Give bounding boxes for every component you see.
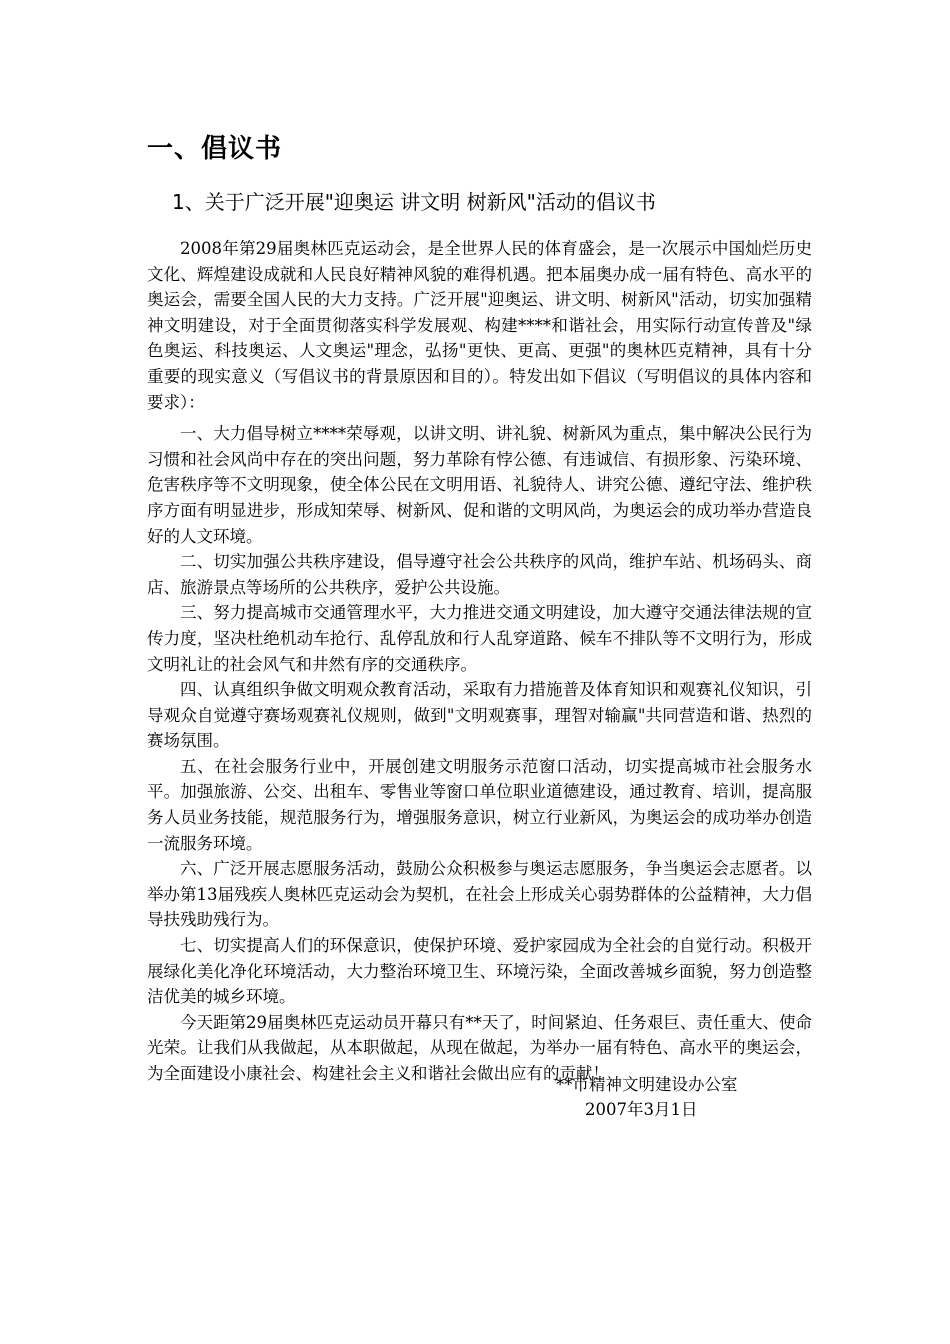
signature-organization: **市精神文明建设办公室 [556, 1075, 738, 1094]
paragraph-proposal-5: 五、在社会服务行业中，开展创建文明服务示范窗口活动，切实提高城市社会服务水平。加强旅游、公交、出租车、零售业等窗口单位职业道德建设，通过教育、培训，提高服务人员业务技能，规范服务行为，增强服务意识，树立行业新风，为奥运会的成功举办创造一流服务环境。 [147, 756, 812, 853]
paragraph-proposal-3: 三、努力提高城市交通管理水平，大力推进交通文明建设，加大遵守交通法律法规的宣传力度，坚决杜绝机动车抢行、乱停乱放和行人乱穿道路、候车不排队等不文明行为，形成文明礼让的社会风气和井然有序的交通秩序。 [147, 603, 812, 674]
document-title: 1、关于广泛开展"迎奥运 讲文明 树新风"活动的倡议书 [172, 190, 656, 214]
paragraph-intro: 2008年第29届奥林匹克运动会，是全世界人民的体育盛会，是一次展示中国灿烂历史文化、辉煌建设成就和人民良好精神风貌的难得机遇。把本届奥办成一届有特色、高水平的奥运会，需要全国人民的大力支持。广泛开展"迎奥运、讲文明、树新风"活动，切实加强精神文明建设，对于全面贯彻落实科学发展观、构建****和谐社会，用实际行动宣传普及"绿色奥运、科技奥运、人文奥运"理念，弘扬"更快、更高、更强"的奥林匹克精神，具有十分重要的现实意义（写倡议书的背景原因和目的）。特发出如下倡议（写明倡议的具体内容和要求）： [147, 239, 812, 412]
paragraph-proposal-7: 七、切实提高人们的环保意识，使保护环境、爱护家园成为全社会的自觉行动。积极开展绿化美化净化环境活动，大力整治环境卫生、环境污染，全面改善城乡面貌，努力创造整洁优美的城乡环境。 [147, 936, 812, 1007]
paragraph-proposal-6: 六、广泛开展志愿服务活动，鼓励公众积极参与奥运志愿服务，争当奥运会志愿者。以举办第13届残疾人奥林匹克运动会为契机，在社会上形成关心弱势群体的公益精神，大力倡导扶残助残行为。 [147, 859, 812, 930]
paragraph-proposal-2: 二、切实加强公共秩序建设，倡导遵守社会公共秩序的风尚，维护车站、机场码头、商店、旅游景点等场所的公共秩序，爱护公共设施。 [147, 552, 812, 597]
signature-date: 2007年3月1日 [585, 1100, 698, 1119]
document-body [147, 236, 812, 1087]
section-heading: 一、倡议书 [147, 134, 283, 164]
paragraph-proposal-1: 一、大力倡导树立****荣辱观，以讲文明、讲礼貌、树新风为重点，集中解决公民行为习惯和社会风尚中存在的突出问题，努力革除有悖公德、有违诚信、有损形象、污染环境、危害秩序等不文明现象，使全体公民在文明用语、礼貌待人、讲究公德、遵纪守法、维护秩序方面有明显进步，形成知荣辱、树新风、促和谐的文明风尚，为奥运会的成功举办营造良好的人文环境。 [147, 424, 812, 546]
paragraph-closing: 今天距第29届奥林匹克运动员开幕只有**天了，时间紧迫、任务艰巨、责任重大、使命光荣。让我们从我做起，从本职做起，从现在做起，为举办一届有特色、高水平的奥运会，为全面建设小康社会、构建社会主义和谐社会做出应有的贡献！ [147, 1012, 812, 1083]
paragraph-proposal-4: 四、认真组织争做文明观众教育活动，采取有力措施普及体育知识和观赛礼仪知识，引导观众自觉遵守赛场观赛礼仪规则，做到"文明观赛事，理智对输赢"共同营造和谐、热烈的赛场氛围。 [147, 680, 812, 751]
